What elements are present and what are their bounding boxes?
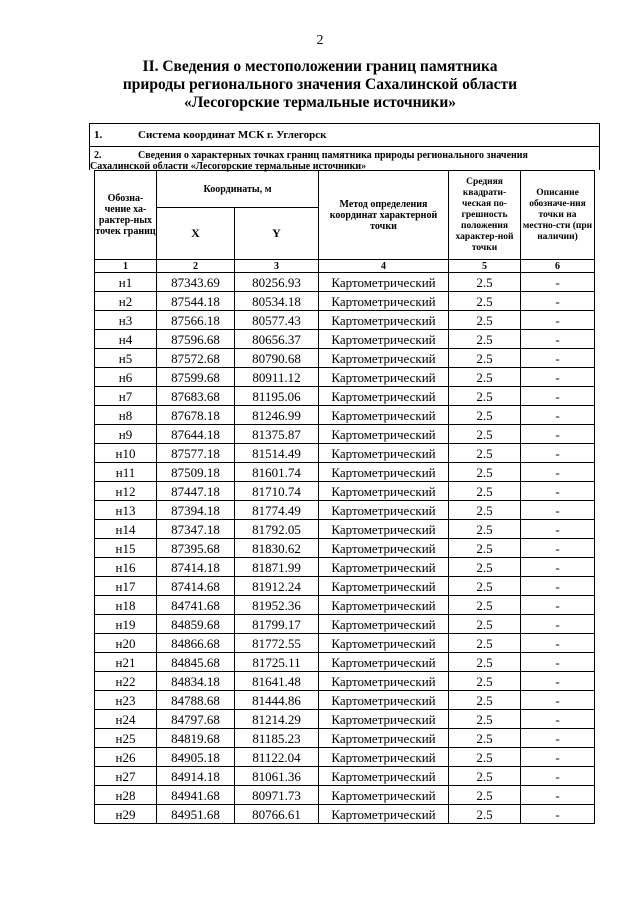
table-row bbox=[95, 463, 595, 482]
coord-y: 81725.11 bbox=[235, 653, 319, 672]
title-line-2: природы регионального значения Сахалинской области bbox=[122, 76, 518, 93]
coord-x: 87596.68 bbox=[157, 330, 235, 349]
point-designation: н19 bbox=[95, 615, 157, 634]
table-row bbox=[95, 368, 595, 387]
coord-x: 87599.68 bbox=[157, 368, 235, 387]
error-cell: 2.5 bbox=[449, 596, 521, 615]
description-cell: - bbox=[521, 311, 595, 330]
coord-y: 81214.29 bbox=[235, 710, 319, 729]
description-cell: - bbox=[521, 634, 595, 653]
table-row bbox=[95, 710, 595, 729]
coord-x: 87414.68 bbox=[157, 577, 235, 596]
description-cell: - bbox=[521, 748, 595, 767]
error-cell: 2.5 bbox=[449, 805, 521, 824]
method-cell: Картометрический bbox=[319, 387, 449, 406]
description-cell: - bbox=[521, 463, 595, 482]
table-row bbox=[95, 482, 595, 501]
error-cell: 2.5 bbox=[449, 273, 521, 292]
section-2-number: 2. bbox=[94, 150, 102, 161]
point-designation: н17 bbox=[95, 577, 157, 596]
table-row bbox=[95, 786, 595, 805]
error-cell: 2.5 bbox=[449, 520, 521, 539]
coord-x: 87566.18 bbox=[157, 311, 235, 330]
error-cell: 2.5 bbox=[449, 615, 521, 634]
coord-y: 80534.18 bbox=[235, 292, 319, 311]
table-row bbox=[95, 349, 595, 368]
section-header-frame bbox=[89, 123, 600, 170]
table-row bbox=[95, 425, 595, 444]
method-cell: Картометрический bbox=[319, 539, 449, 558]
description-cell: - bbox=[521, 273, 595, 292]
point-designation: н28 bbox=[95, 786, 157, 805]
header-x: X bbox=[157, 208, 235, 260]
method-cell: Картометрический bbox=[319, 805, 449, 824]
table-row bbox=[95, 577, 595, 596]
coord-x: 84905.18 bbox=[157, 748, 235, 767]
method-cell: Картометрический bbox=[319, 311, 449, 330]
error-cell: 2.5 bbox=[449, 463, 521, 482]
method-cell: Картометрический bbox=[319, 577, 449, 596]
error-cell: 2.5 bbox=[449, 406, 521, 425]
point-designation: н27 bbox=[95, 767, 157, 786]
coord-x: 87577.18 bbox=[157, 444, 235, 463]
method-cell: Картометрический bbox=[319, 691, 449, 710]
point-designation: н3 bbox=[95, 311, 157, 330]
column-number: 3 bbox=[235, 260, 319, 273]
method-cell: Картометрический bbox=[319, 425, 449, 444]
coord-y: 81185.23 bbox=[235, 729, 319, 748]
coord-y: 81195.06 bbox=[235, 387, 319, 406]
method-cell: Картометрический bbox=[319, 368, 449, 387]
coord-y: 80766.61 bbox=[235, 805, 319, 824]
coord-x: 84834.18 bbox=[157, 672, 235, 691]
error-cell: 2.5 bbox=[449, 292, 521, 311]
page-number: 2 bbox=[316, 33, 324, 48]
point-designation: н11 bbox=[95, 463, 157, 482]
coord-y: 81774.49 bbox=[235, 501, 319, 520]
column-numbers-row bbox=[95, 260, 595, 273]
coord-y: 81375.87 bbox=[235, 425, 319, 444]
method-cell: Картометрический bbox=[319, 767, 449, 786]
error-cell: 2.5 bbox=[449, 729, 521, 748]
coord-y: 81772.55 bbox=[235, 634, 319, 653]
coord-x: 84866.68 bbox=[157, 634, 235, 653]
table-row bbox=[95, 520, 595, 539]
coord-x: 84914.18 bbox=[157, 767, 235, 786]
error-cell: 2.5 bbox=[449, 501, 521, 520]
point-designation: н12 bbox=[95, 482, 157, 501]
table-row bbox=[95, 311, 595, 330]
coord-x: 84941.68 bbox=[157, 786, 235, 805]
method-cell: Картометрический bbox=[319, 672, 449, 691]
table-row bbox=[95, 273, 595, 292]
coord-x: 84788.68 bbox=[157, 691, 235, 710]
method-cell: Картометрический bbox=[319, 710, 449, 729]
coord-y: 81952.36 bbox=[235, 596, 319, 615]
method-cell: Картометрический bbox=[319, 558, 449, 577]
description-cell: - bbox=[521, 349, 595, 368]
table-row bbox=[95, 805, 595, 824]
coord-y: 81601.74 bbox=[235, 463, 319, 482]
description-cell: - bbox=[521, 615, 595, 634]
coord-y: 80256.93 bbox=[235, 273, 319, 292]
point-designation: н7 bbox=[95, 387, 157, 406]
coord-y: 81122.04 bbox=[235, 748, 319, 767]
error-cell: 2.5 bbox=[449, 368, 521, 387]
method-cell: Картометрический bbox=[319, 330, 449, 349]
point-designation: н26 bbox=[95, 748, 157, 767]
section-1-number: 1. bbox=[94, 129, 103, 141]
description-cell: - bbox=[521, 368, 595, 387]
description-cell: - bbox=[521, 292, 595, 311]
error-cell: 2.5 bbox=[449, 767, 521, 786]
method-cell: Картометрический bbox=[319, 520, 449, 539]
method-cell: Картометрический bbox=[319, 292, 449, 311]
coord-x: 84819.68 bbox=[157, 729, 235, 748]
coord-x: 87395.68 bbox=[157, 539, 235, 558]
method-cell: Картометрический bbox=[319, 748, 449, 767]
point-designation: н29 bbox=[95, 805, 157, 824]
coord-x: 87544.18 bbox=[157, 292, 235, 311]
point-designation: н8 bbox=[95, 406, 157, 425]
error-cell: 2.5 bbox=[449, 558, 521, 577]
table-row bbox=[95, 634, 595, 653]
coord-x: 87678.18 bbox=[157, 406, 235, 425]
coord-y: 81871.99 bbox=[235, 558, 319, 577]
method-cell: Картометрический bbox=[319, 501, 449, 520]
error-cell: 2.5 bbox=[449, 710, 521, 729]
table-row bbox=[95, 672, 595, 691]
coord-x: 87644.18 bbox=[157, 425, 235, 444]
table-row bbox=[95, 767, 595, 786]
method-cell: Картометрический bbox=[319, 406, 449, 425]
coord-x: 84951.68 bbox=[157, 805, 235, 824]
table-row bbox=[95, 748, 595, 767]
method-cell: Картометрический bbox=[319, 444, 449, 463]
description-cell: - bbox=[521, 558, 595, 577]
header-error: Средняя квадрати-ческая по-грешность положения характер-ной точки bbox=[449, 171, 521, 260]
coord-y: 80656.37 bbox=[235, 330, 319, 349]
header-method: Метод определения координат характерной точки bbox=[319, 171, 449, 260]
coord-y: 80911.12 bbox=[235, 368, 319, 387]
point-designation: н5 bbox=[95, 349, 157, 368]
header-description: Описание обозначе-ния точки на местно-сти (при наличии) bbox=[521, 171, 595, 260]
coord-y: 81830.62 bbox=[235, 539, 319, 558]
point-designation: н21 bbox=[95, 653, 157, 672]
description-cell: - bbox=[521, 539, 595, 558]
coordinates-table bbox=[94, 170, 595, 824]
point-designation: н6 bbox=[95, 368, 157, 387]
error-cell: 2.5 bbox=[449, 444, 521, 463]
section-2-row bbox=[90, 147, 599, 172]
coord-y: 80790.68 bbox=[235, 349, 319, 368]
table-row bbox=[95, 330, 595, 349]
table-row bbox=[95, 501, 595, 520]
error-cell: 2.5 bbox=[449, 634, 521, 653]
coord-x: 84741.68 bbox=[157, 596, 235, 615]
coord-y: 80971.73 bbox=[235, 786, 319, 805]
error-cell: 2.5 bbox=[449, 311, 521, 330]
point-designation: н25 bbox=[95, 729, 157, 748]
column-number: 1 bbox=[95, 260, 157, 273]
coord-y: 81912.24 bbox=[235, 577, 319, 596]
header-designation: Обозна-чение ха-рактер-ных точек границ bbox=[95, 171, 157, 260]
coord-x: 84797.68 bbox=[157, 710, 235, 729]
description-cell: - bbox=[521, 406, 595, 425]
description-cell: - bbox=[521, 520, 595, 539]
method-cell: Картометрический bbox=[319, 653, 449, 672]
method-cell: Картометрический bbox=[319, 615, 449, 634]
table-body bbox=[95, 273, 595, 824]
description-cell: - bbox=[521, 805, 595, 824]
point-designation: н16 bbox=[95, 558, 157, 577]
description-cell: - bbox=[521, 596, 595, 615]
table-row bbox=[95, 691, 595, 710]
table-row bbox=[95, 406, 595, 425]
coord-x: 87447.18 bbox=[157, 482, 235, 501]
table-row bbox=[95, 653, 595, 672]
method-cell: Картометрический bbox=[319, 729, 449, 748]
page-title bbox=[60, 58, 580, 112]
coord-y: 81514.49 bbox=[235, 444, 319, 463]
point-designation: н4 bbox=[95, 330, 157, 349]
description-cell: - bbox=[521, 425, 595, 444]
point-designation: н15 bbox=[95, 539, 157, 558]
table-row bbox=[95, 387, 595, 406]
error-cell: 2.5 bbox=[449, 482, 521, 501]
title-line-1: II. Сведения о местоположении границ памятника bbox=[142, 58, 498, 75]
column-number: 5 bbox=[449, 260, 521, 273]
coord-x: 87394.18 bbox=[157, 501, 235, 520]
section-2-text-line-1: Сведения о характерных точках границ памятника природы регионального значения bbox=[138, 150, 528, 161]
coord-x: 87572.68 bbox=[157, 349, 235, 368]
section-1-row bbox=[90, 124, 599, 147]
description-cell: - bbox=[521, 691, 595, 710]
error-cell: 2.5 bbox=[449, 653, 521, 672]
section-1-text: Система координат МСК г. Углегорск bbox=[138, 129, 327, 141]
point-designation: н9 bbox=[95, 425, 157, 444]
point-designation: н23 bbox=[95, 691, 157, 710]
method-cell: Картометрический bbox=[319, 273, 449, 292]
header-coordinates: Координаты, м bbox=[157, 171, 319, 208]
point-designation: н24 bbox=[95, 710, 157, 729]
coord-y: 81710.74 bbox=[235, 482, 319, 501]
point-designation: н2 bbox=[95, 292, 157, 311]
description-cell: - bbox=[521, 330, 595, 349]
header-y: Y bbox=[235, 208, 319, 260]
point-designation: н22 bbox=[95, 672, 157, 691]
method-cell: Картометрический bbox=[319, 634, 449, 653]
description-cell: - bbox=[521, 786, 595, 805]
coord-y: 81792.05 bbox=[235, 520, 319, 539]
description-cell: - bbox=[521, 710, 595, 729]
error-cell: 2.5 bbox=[449, 691, 521, 710]
table-row bbox=[95, 615, 595, 634]
section-2-text-line-2: Сахалинской области «Лесогорские термальные источники» bbox=[90, 161, 367, 172]
coord-y: 81444.86 bbox=[235, 691, 319, 710]
table-row bbox=[95, 539, 595, 558]
title-line-3: «Лесогорские термальные источники» bbox=[183, 94, 457, 111]
point-designation: н18 bbox=[95, 596, 157, 615]
description-cell: - bbox=[521, 577, 595, 596]
table-row bbox=[95, 596, 595, 615]
coord-x: 87347.18 bbox=[157, 520, 235, 539]
coord-x: 87509.18 bbox=[157, 463, 235, 482]
column-number: 6 bbox=[521, 260, 595, 273]
method-cell: Картометрический bbox=[319, 786, 449, 805]
table-row bbox=[95, 444, 595, 463]
point-designation: н13 bbox=[95, 501, 157, 520]
column-number: 4 bbox=[319, 260, 449, 273]
coord-y: 81061.36 bbox=[235, 767, 319, 786]
coord-y: 81246.99 bbox=[235, 406, 319, 425]
description-cell: - bbox=[521, 444, 595, 463]
column-number: 2 bbox=[157, 260, 235, 273]
error-cell: 2.5 bbox=[449, 577, 521, 596]
method-cell: Картометрический bbox=[319, 482, 449, 501]
coord-x: 87683.68 bbox=[157, 387, 235, 406]
coord-y: 80577.43 bbox=[235, 311, 319, 330]
table-row bbox=[95, 729, 595, 748]
description-cell: - bbox=[521, 729, 595, 748]
coord-x: 84845.68 bbox=[157, 653, 235, 672]
description-cell: - bbox=[521, 501, 595, 520]
coord-x: 87343.69 bbox=[157, 273, 235, 292]
error-cell: 2.5 bbox=[449, 425, 521, 444]
error-cell: 2.5 bbox=[449, 330, 521, 349]
table-row bbox=[95, 558, 595, 577]
coord-x: 84859.68 bbox=[157, 615, 235, 634]
error-cell: 2.5 bbox=[449, 349, 521, 368]
coord-x: 87414.18 bbox=[157, 558, 235, 577]
description-cell: - bbox=[521, 653, 595, 672]
description-cell: - bbox=[521, 387, 595, 406]
coord-y: 81641.48 bbox=[235, 672, 319, 691]
point-designation: н14 bbox=[95, 520, 157, 539]
point-designation: н10 bbox=[95, 444, 157, 463]
method-cell: Картометрический bbox=[319, 596, 449, 615]
error-cell: 2.5 bbox=[449, 748, 521, 767]
description-cell: - bbox=[521, 672, 595, 691]
description-cell: - bbox=[521, 482, 595, 501]
point-designation: н20 bbox=[95, 634, 157, 653]
error-cell: 2.5 bbox=[449, 672, 521, 691]
table-row bbox=[95, 292, 595, 311]
description-cell: - bbox=[521, 767, 595, 786]
error-cell: 2.5 bbox=[449, 539, 521, 558]
error-cell: 2.5 bbox=[449, 387, 521, 406]
method-cell: Картометрический bbox=[319, 463, 449, 482]
method-cell: Картометрический bbox=[319, 349, 449, 368]
point-designation: н1 bbox=[95, 273, 157, 292]
error-cell: 2.5 bbox=[449, 786, 521, 805]
coord-y: 81799.17 bbox=[235, 615, 319, 634]
